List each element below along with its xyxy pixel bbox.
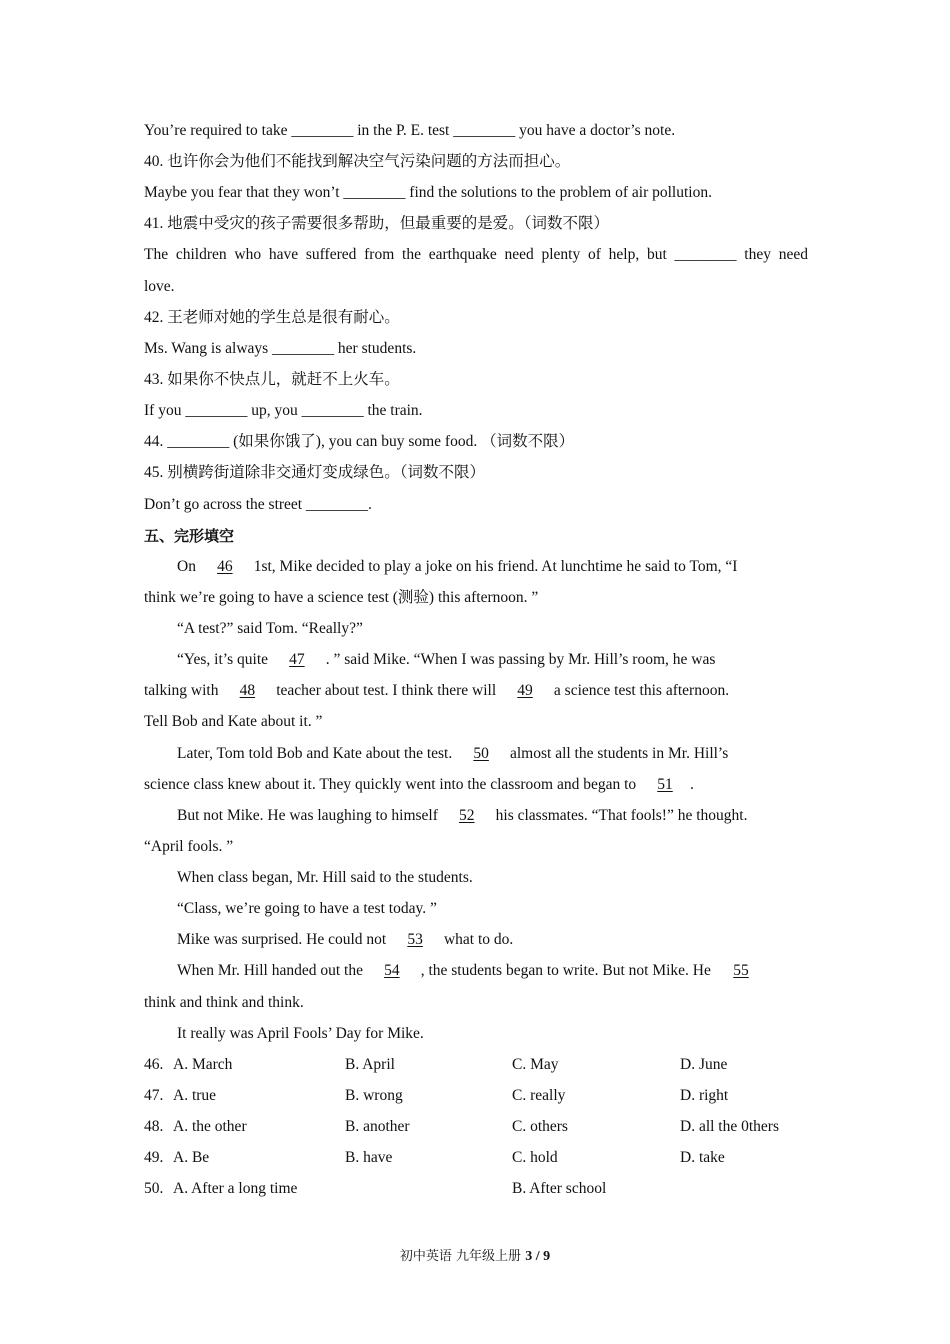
passage-text: . ” said Mike. “When I was passing by Mr. Hill’s room, he was (325, 651, 716, 668)
option-a: A. After a long time (173, 1180, 298, 1197)
option-c: C. May (512, 1056, 559, 1073)
q45-english: Don’t go across the street ________. (144, 496, 372, 513)
page-footer (0, 1245, 950, 1265)
passage-text: On (177, 558, 196, 575)
passage-line: think we’re going to have a science test (测验) this afternoon. ” (144, 589, 539, 606)
blank-51: 51 (657, 776, 673, 793)
option-b: B. another (345, 1118, 410, 1135)
option-a: A. true (173, 1087, 217, 1104)
blank-53: 53 (407, 931, 423, 948)
passage-text: But not Mike. He was laughing to himself (177, 807, 438, 824)
q43-chinese: 43. 如果你不快点儿，就赶不上火车。 (144, 371, 400, 388)
option-d: D. right (680, 1087, 729, 1104)
option-number: 46. (144, 1056, 164, 1073)
blank-46: 46 (217, 558, 233, 575)
option-number: 49. (144, 1149, 164, 1166)
footer-text: 初中英语 九年级上册 (399, 1249, 526, 1264)
option-c: C. really (512, 1087, 566, 1104)
passage-text: “Yes, it’s quite (177, 651, 269, 668)
option-d: D. all the 0thers (680, 1118, 780, 1135)
blank-54: 54 (384, 962, 400, 979)
passage-line: When class began, Mr. Hill said to the students. (177, 869, 473, 886)
passage-text: teacher about test. I think there will (276, 682, 497, 699)
passage-line (177, 650, 808, 670)
passage-line (177, 557, 808, 577)
passage-line: “A test?” said Tom. “Really?” (177, 620, 363, 637)
passage-line (177, 744, 808, 764)
passage-text: what to do. (443, 931, 514, 948)
q42-english: Ms. Wang is always ________ her students. (144, 340, 417, 357)
passage-text: . (690, 776, 694, 793)
passage-line (144, 681, 808, 701)
page-total: 9 (543, 1249, 551, 1264)
option-b: B. wrong (345, 1087, 403, 1104)
option-b: B. April (345, 1056, 395, 1073)
q44: 44. ________ (如果你饿了), you can buy some food. （词数不限） (144, 433, 575, 450)
passage-text: talking with (144, 682, 219, 699)
passage-text: , the students began to write. But not Mike. He (420, 962, 711, 979)
passage-line (177, 806, 808, 826)
q41-english-cont: love. (144, 278, 175, 295)
option-c: C. others (512, 1118, 568, 1135)
q40-english: Maybe you fear that they won’t ________ find the solutions to the problem of air pollution. (144, 184, 712, 201)
page-separator: / (532, 1249, 544, 1264)
passage-line (144, 775, 808, 795)
option-b: B. have (345, 1149, 393, 1166)
passage-text: a science test this afternoon. (553, 682, 730, 699)
passage-text: Later, Tom told Bob and Kate about the test. (177, 745, 453, 762)
passage-line: think and think and think. (144, 994, 304, 1011)
q41-chinese: 41. 地震中受灾的孩子需要很多帮助，但最重要的是爱。（词数不限） (144, 215, 610, 232)
q43-english: If you ________ up, you ________ the train. (144, 402, 423, 419)
option-d: D. take (680, 1149, 725, 1166)
passage-line (177, 930, 808, 950)
passage-line: It really was April Fools’ Day for Mike. (177, 1025, 424, 1042)
option-d: D. June (680, 1056, 728, 1073)
passage-text: science class knew about it. They quickly went into the classroom and began to (144, 776, 637, 793)
blank-50: 50 (473, 745, 489, 762)
passage-line: Tell Bob and Kate about it. ” (144, 713, 323, 730)
q39-english: You’re required to take ________ in the P. E. test ________ you have a doctor’s note. (144, 122, 676, 139)
option-number: 47. (144, 1087, 164, 1104)
q45-chinese: 45. 别横跨街道除非交通灯变成绿色。（词数不限） (144, 464, 486, 481)
passage-text: almost all the students in Mr. Hill’s (509, 745, 729, 762)
blank-55: 55 (733, 962, 749, 979)
option-b: B. After school (512, 1180, 607, 1197)
q40-chinese: 40. 也许你会为他们不能找到解决空气污染问题的方法而担心。 (144, 153, 571, 170)
option-c: C. hold (512, 1149, 558, 1166)
q41-english: The children who have suffered from the earthquake need plenty of help, but ________ they need (144, 246, 808, 263)
section-title: 五、完形填空 (144, 527, 235, 545)
blank-48: 48 (239, 682, 256, 699)
option-a: A. Be (173, 1149, 210, 1166)
passage-text: When Mr. Hill handed out the (177, 962, 363, 979)
blank-49: 49 (517, 682, 533, 699)
option-a: A. March (173, 1056, 233, 1073)
option-a: A. the other (173, 1118, 247, 1135)
option-number: 50. (144, 1180, 164, 1197)
passage-line: “Class, we’re going to have a test today. ” (177, 900, 437, 917)
passage-text: 1st, Mike decided to play a joke on his friend. At lunchtime he said to Tom, “I (253, 558, 738, 575)
page-number: 3 (525, 1249, 533, 1264)
passage-text: his classmates. “That fools!” he thought. (495, 807, 748, 824)
passage-line (177, 961, 808, 981)
blank-47: 47 (289, 651, 305, 668)
blank-52: 52 (459, 807, 475, 824)
passage-text: Mike was surprised. He could not (177, 931, 387, 948)
passage-line: “April fools. ” (144, 838, 234, 855)
q42-chinese: 42. 王老师对她的学生总是很有耐心。 (144, 309, 400, 326)
option-number: 48. (144, 1118, 164, 1135)
